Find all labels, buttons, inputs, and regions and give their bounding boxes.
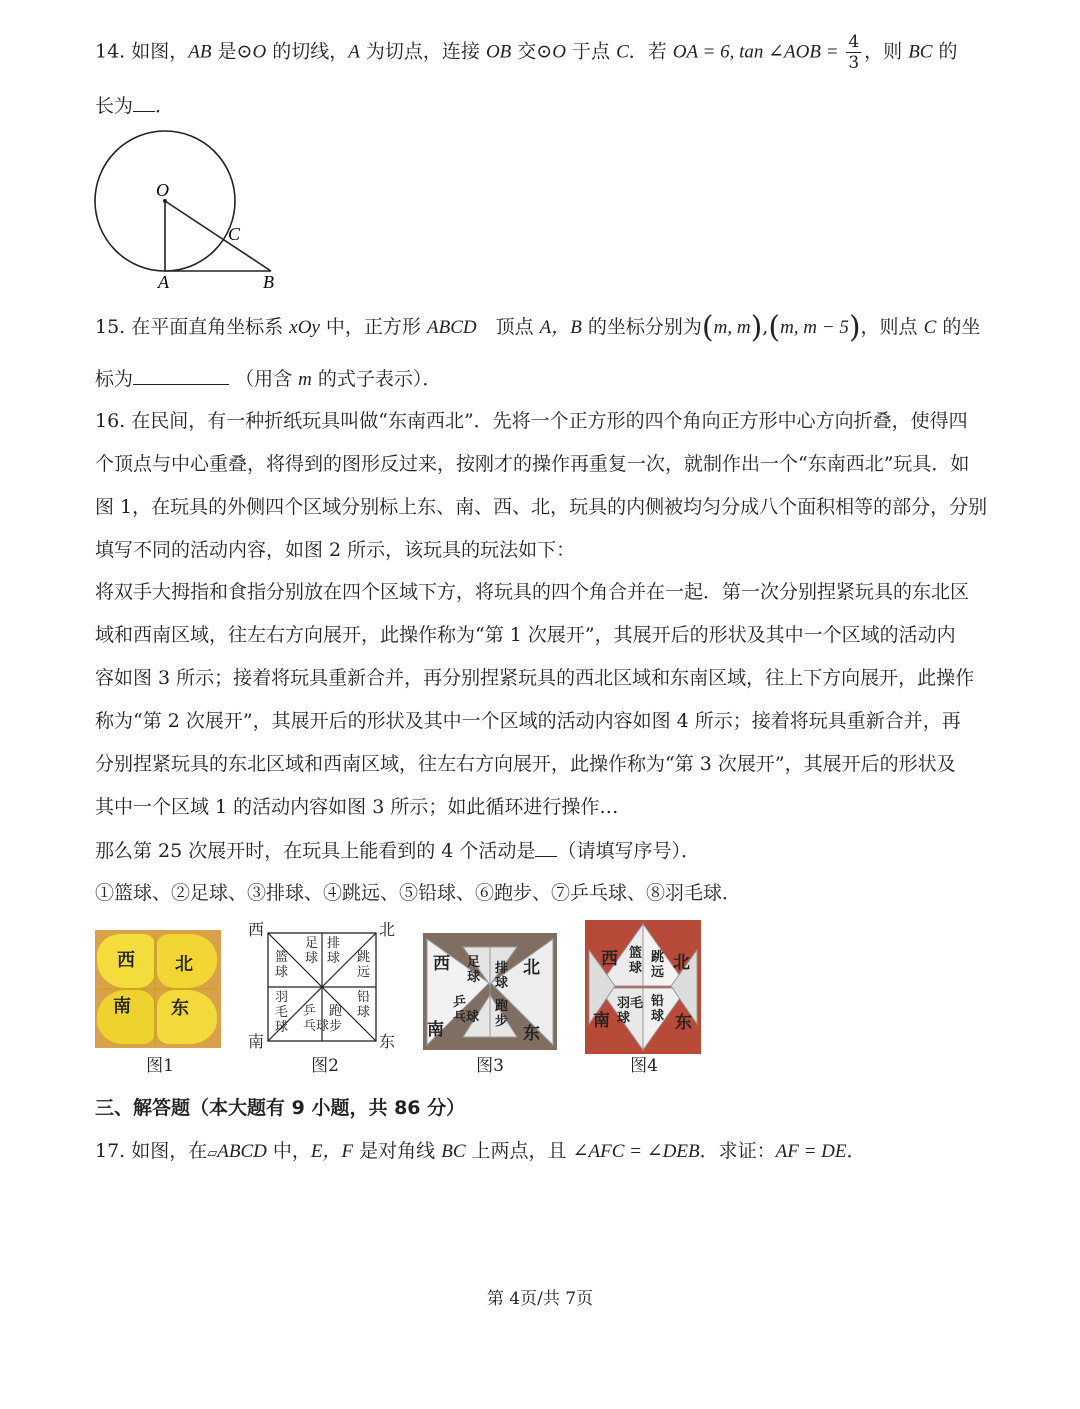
fig4-photo <box>585 920 701 1054</box>
fig2-caption: 图2 <box>311 1056 339 1076</box>
section-title: 三、解答题（本大题有 9 小题，共 86 分） <box>95 1097 466 1119</box>
fig2-paiqiu: 排 球 <box>327 936 341 966</box>
fig2-xi: 西 <box>248 920 265 939</box>
fig4-dong: 东 <box>675 1013 692 1033</box>
fig2-bei: 北 <box>379 920 396 939</box>
fig2-pingpang: 乒 乓球 <box>303 1004 330 1034</box>
fig3-paiqiu: 排 球 <box>495 961 509 991</box>
q16-line: 16. 在民间，有一种折纸玩具叫做“东南西北”．先将一个正方形的四个角向正方形中心方向折叠，使得四 <box>95 410 968 432</box>
fig4-lanqiu: 篮 球 <box>629 946 643 976</box>
q16-line: 域和西南区域，往左右方向展开，此操作称为“第 1 次展开”，其展开后的形状及其中一个区域的活动内 <box>95 624 956 646</box>
segment-ob <box>165 201 271 271</box>
q17-line: 17. 如图，在▱ABCD 中，E，F 是对角线 BC 上两点，且 ∠AFC = ∠DEB．求证：AF = DE． <box>95 1140 866 1162</box>
q16-line: 将双手大拇指和食指分别放在四个区域下方，将玩具的四个角合并在一起．第一次分别捏紧玩具的东北区 <box>95 581 970 603</box>
label-o: O <box>156 180 169 200</box>
fig4-yumaoqiu: 羽毛 球 <box>617 996 644 1026</box>
fig3-bei: 北 <box>523 958 540 978</box>
fig4-xi: 西 <box>601 949 618 969</box>
fig3-pingpang: 乒 乓球 <box>453 995 480 1025</box>
q16-line: 填写不同的活动内容，如图 2 所示，该玩具的玩法如下： <box>95 539 576 561</box>
label-c: C <box>228 224 241 244</box>
fig1-caption: 图1 <box>146 1056 174 1076</box>
fig4-bei: 北 <box>673 953 690 973</box>
fig1-photo <box>95 930 221 1048</box>
fig2-lanqiu: 篮 球 <box>275 950 289 980</box>
fig2-yumaoqiu: 羽 毛 球 <box>275 990 289 1035</box>
fig2-paobu: 跑 步 <box>329 1004 343 1034</box>
fig4-caption: 图4 <box>630 1056 658 1076</box>
q14-line2: 长为 ． <box>95 95 175 117</box>
fig1-dong: 东 <box>171 998 189 1019</box>
fig2-tiaoyuan: 跳 远 <box>357 950 371 980</box>
fig3-paobu: 跑 步 <box>495 999 509 1029</box>
fig2-nan: 南 <box>248 1032 265 1051</box>
q16-line: 图 1，在玩具的外侧四个区域分别标上东、南、西、北，玩具的内侧被均匀分成八个面积相等的部分，分别 <box>95 496 988 518</box>
q16-question: 那么第 25 次展开时，在玩具上能看到的 4 个活动是 （请填写序号）． <box>95 840 700 862</box>
fig4-nan: 南 <box>593 1011 610 1031</box>
fig3-caption: 图3 <box>476 1056 504 1076</box>
label-a: A <box>158 272 169 292</box>
page-number: 第 4页/共 7页 <box>486 1289 594 1309</box>
fig1-xi: 西 <box>117 950 135 971</box>
fig2-diagram <box>245 920 400 1052</box>
fig3-dong: 东 <box>523 1024 540 1044</box>
q14-line1: 14. 如图，AB 是⊙O 的切线，A 为切点，连接 OB 交⊙O 于点 C．若 OA = 6, tan ∠AOB = $\frac{4}{3}$ ，则 BC 的 <box>95 32 958 73</box>
fig4-tiaoyuan: 跳 远 <box>651 950 665 980</box>
q16-line: 分别捏紧玩具的东北区域和西南区域，往左右方向展开，此操作称为“第 3 次展开”，其展开后的形状及 <box>95 753 956 775</box>
q14-circle-figure <box>88 128 288 293</box>
fig3-nan: 南 <box>427 1020 444 1040</box>
q16-line: 容如图 3 所示；接着将玩具重新合并，再分别捏紧玩具的西北区域和东南区域，往上下方向展开，此操作 <box>95 667 975 689</box>
q16-line: 个顶点与中心重叠，将得到的图形反过来，按刚才的操作再重复一次，就制作出一个“东南西北”玩具．如 <box>95 453 970 475</box>
answer-blank[interactable] <box>133 93 155 112</box>
q16-line: 称为“第 2 次展开”，其展开后的形状及其中一个区域的活动内容如图 4 所示；接着将玩具重新合并，再 <box>95 710 961 732</box>
q16-line: 其中一个区域 1 的活动内容如图 3 所示；如此循环进行操作… <box>95 796 619 818</box>
fig3-zuqiu: 足 球 <box>467 955 481 985</box>
fraction-4-3: $\frac{4}{3}$ <box>848 32 860 73</box>
label-b: B <box>263 272 274 292</box>
fig3-photo <box>423 933 557 1050</box>
answer-blank[interactable] <box>133 366 229 385</box>
fig1-bei: 北 <box>175 954 193 975</box>
fig4-qianqiu: 铅 球 <box>651 994 665 1024</box>
fig2-qianqiu: 铅 球 <box>357 990 371 1020</box>
q16-options: ①篮球、②足球、③排球、④跳远、⑤铅球、⑥跑步、⑦乒乓球、⑧羽毛球． <box>95 882 742 904</box>
fig3-xi: 西 <box>433 954 450 974</box>
fig2-dong: 东 <box>379 1032 396 1051</box>
q15-line1: 15. 在平面直角坐标系 xOy 中，正方形 ABCD 顶点 A，B 的坐标分别为(m, m),(m, m − 5)，则点 C 的坐 <box>95 310 981 345</box>
fig1-nan: 南 <box>113 996 131 1017</box>
fig2-zuqiu: 足 球 <box>305 936 319 966</box>
q15-line2: 标为 （用含 m 的式子表示）． <box>95 368 442 390</box>
answer-blank[interactable] <box>535 838 557 857</box>
